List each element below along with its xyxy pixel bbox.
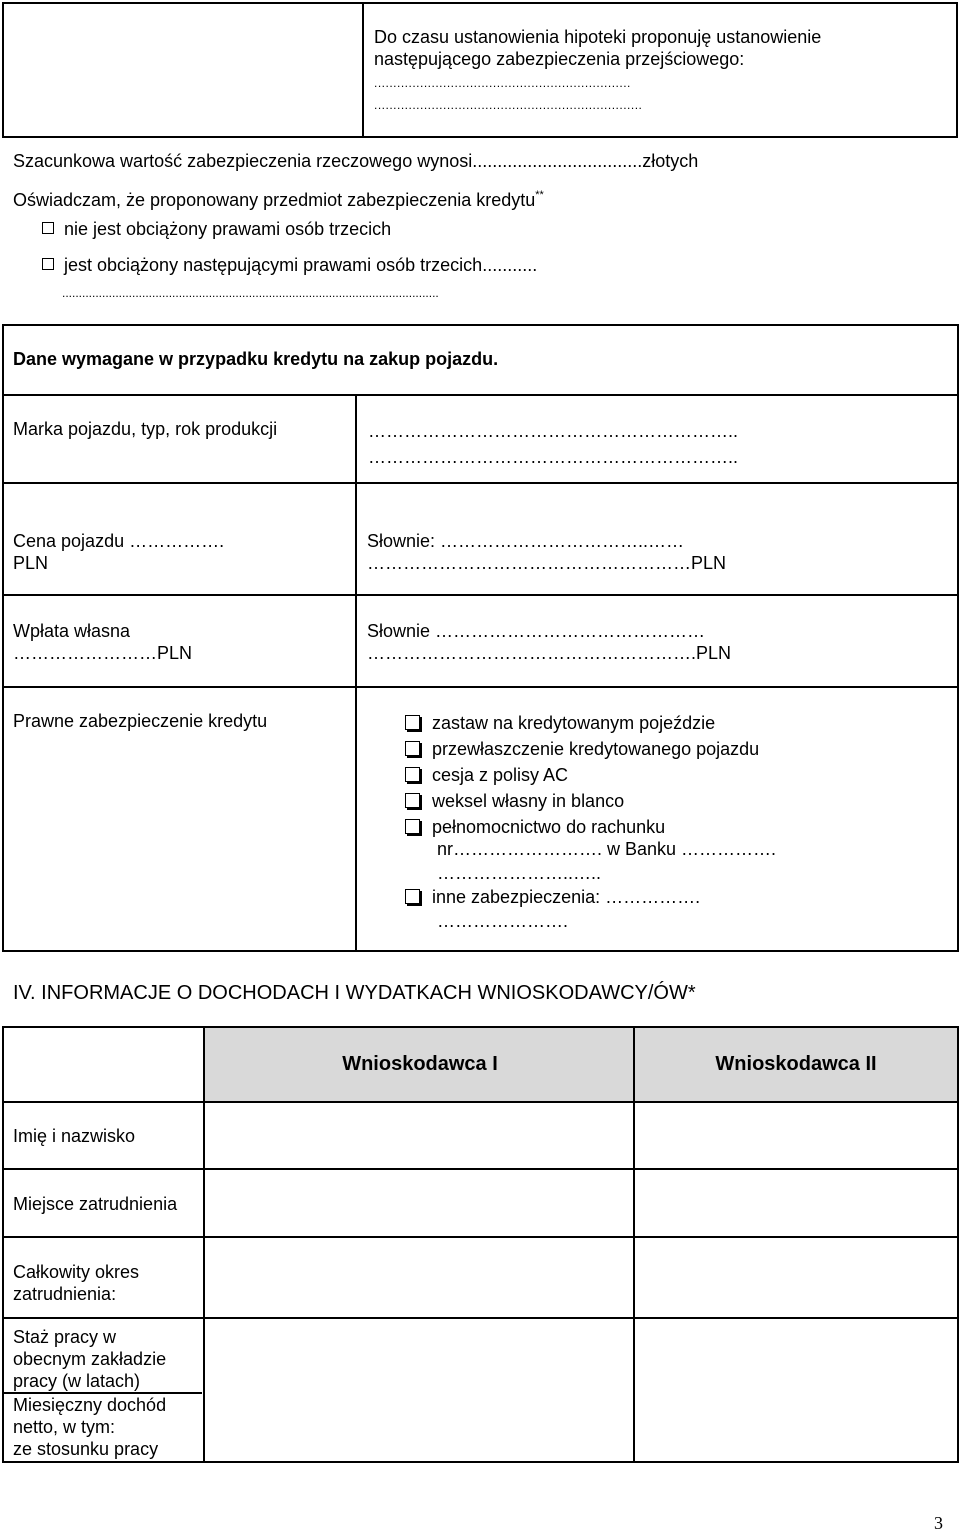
interim-line-4[interactable]: ...................................................................... — [374, 98, 643, 112]
interim-line-2: następującego zabezpieczenia przejściowego: — [374, 49, 745, 69]
divider — [2, 686, 959, 688]
security-option-other-label: inne zabezpieczenia: ……………. — [432, 887, 701, 907]
account-number-line[interactable]: nr……………………. w Banku ……………. — [437, 839, 777, 859]
security-option-label: zastaw na kredytowanym pojeździe — [432, 713, 716, 733]
declaration-text: Oświadczam, że proponowany przedmiot zabezpieczenia kredytu — [13, 190, 536, 210]
own-contribution-label: Wpłata własna — [13, 621, 131, 641]
price-label[interactable]: Cena pojazdu ……………. — [13, 531, 225, 551]
row-label-total-employment: Całkowity okres — [13, 1262, 140, 1282]
account-number-line-2[interactable]: …………………..….. — [437, 863, 602, 883]
divider — [2, 1236, 959, 1238]
checkbox-icon[interactable] — [405, 793, 420, 808]
interim-line-1: Do czasu ustanowienia hipoteki proponuję ustanowienie — [374, 27, 822, 47]
column-applicant-2: Wnioskodawca II — [715, 1053, 877, 1075]
brand-label: Marka pojazdu, typ, rok produkcji — [13, 419, 278, 439]
divider — [2, 1101, 959, 1103]
row-label-seniority: Staż pracy w — [13, 1327, 117, 1347]
checkbox-icon[interactable] — [405, 741, 420, 756]
checkbox-icon[interactable] — [42, 258, 54, 270]
price-words-line-2[interactable]: ………………………………………………PLN — [367, 553, 727, 573]
vehicle-heading: Dane wymagane w przypadku kredytu na zakup pojazdu. — [13, 349, 499, 369]
security-option-label: pełnomocnictwo do rachunku — [432, 817, 666, 837]
row-label-total-employment-2: zatrudnienia: — [13, 1284, 117, 1304]
option-encumbered-label: jest obciążony następującymi prawami osób trzecich........... — [64, 255, 538, 275]
divider — [633, 1026, 635, 1463]
security-option[interactable] — [405, 738, 759, 760]
security-option[interactable] — [405, 816, 665, 838]
page-number: 3 — [934, 1513, 943, 1533]
security-option-label: weksel własny in blanco — [432, 791, 625, 811]
interim-collateral-box — [2, 2, 364, 138]
divider — [355, 394, 357, 952]
option-not-encumbered-label: nie jest obciążony prawami osób trzecich — [64, 219, 392, 239]
security-option[interactable] — [405, 790, 624, 812]
checkbox-icon[interactable] — [42, 222, 54, 234]
column-applicant-1: Wnioskodawca I — [342, 1053, 498, 1075]
option-not-encumbered[interactable] — [42, 218, 391, 240]
collateral-value-line[interactable]: Szacunkowa wartość zabezpieczenia rzeczowego wynosi..................................złotych — [13, 151, 699, 171]
row-label-employer: Miejsce zatrudnienia — [13, 1194, 178, 1214]
row-label-income-2: netto, w tym: — [13, 1417, 116, 1437]
brand-field-line-1[interactable]: …………………………………………………….. — [368, 421, 739, 441]
own-words-line-2[interactable]: ……………………………………………….PLN — [367, 643, 732, 663]
divider — [2, 482, 959, 484]
security-option-label: cesja z polisy AC — [432, 765, 569, 785]
row-label-seniority-3: pracy (w latach) — [13, 1371, 141, 1391]
security-option-label: przewłaszczenie kredytowanego pojazdu — [432, 739, 760, 759]
option-encumbered[interactable] — [42, 254, 537, 276]
divider — [203, 1026, 205, 1463]
security-option-other[interactable] — [405, 886, 700, 908]
brand-field-line-2[interactable]: …………………………………………………….. — [368, 447, 739, 467]
own-contribution-field[interactable]: ……………………PLN — [13, 643, 193, 663]
interim-collateral-text-box — [362, 2, 958, 138]
checkbox-icon[interactable] — [405, 889, 420, 904]
divider — [2, 1317, 959, 1319]
row-label-income-3: ze stosunku pracy — [13, 1439, 159, 1459]
collateral-declaration — [13, 184, 544, 211]
price-currency: PLN — [13, 553, 49, 573]
interim-line-3[interactable]: ................................................................... — [374, 76, 631, 90]
checkbox-icon[interactable] — [405, 819, 420, 834]
security-option[interactable] — [405, 764, 568, 786]
divider — [2, 1168, 959, 1170]
row-label-seniority-2: obecnym zakładzie — [13, 1349, 167, 1369]
divider — [2, 594, 959, 596]
price-words-line-1[interactable]: Słownie: ……………………………..…… — [367, 531, 685, 551]
security-option[interactable] — [405, 712, 715, 734]
row-label-name: Imię i nazwisko — [13, 1126, 136, 1146]
option-encumbered-continuation[interactable]: ................................................................................................................. — [62, 286, 439, 300]
section-iv-title: IV. INFORMACJE O DOCHODACH I WYDATKACH WNIOSKODAWCY/ÓW* — [13, 982, 696, 1004]
security-label: Prawne zabezpieczenie kredytu — [13, 711, 268, 731]
checkbox-icon[interactable] — [405, 715, 420, 730]
declaration-footnote: ** — [535, 189, 544, 201]
checkbox-icon[interactable] — [405, 767, 420, 782]
row-label-income: Miesięczny dochód — [13, 1395, 167, 1415]
divider — [2, 394, 959, 396]
own-words-line-1[interactable]: Słownie ……………………………………… — [367, 621, 706, 641]
other-security-field[interactable]: …………………. — [437, 911, 569, 931]
